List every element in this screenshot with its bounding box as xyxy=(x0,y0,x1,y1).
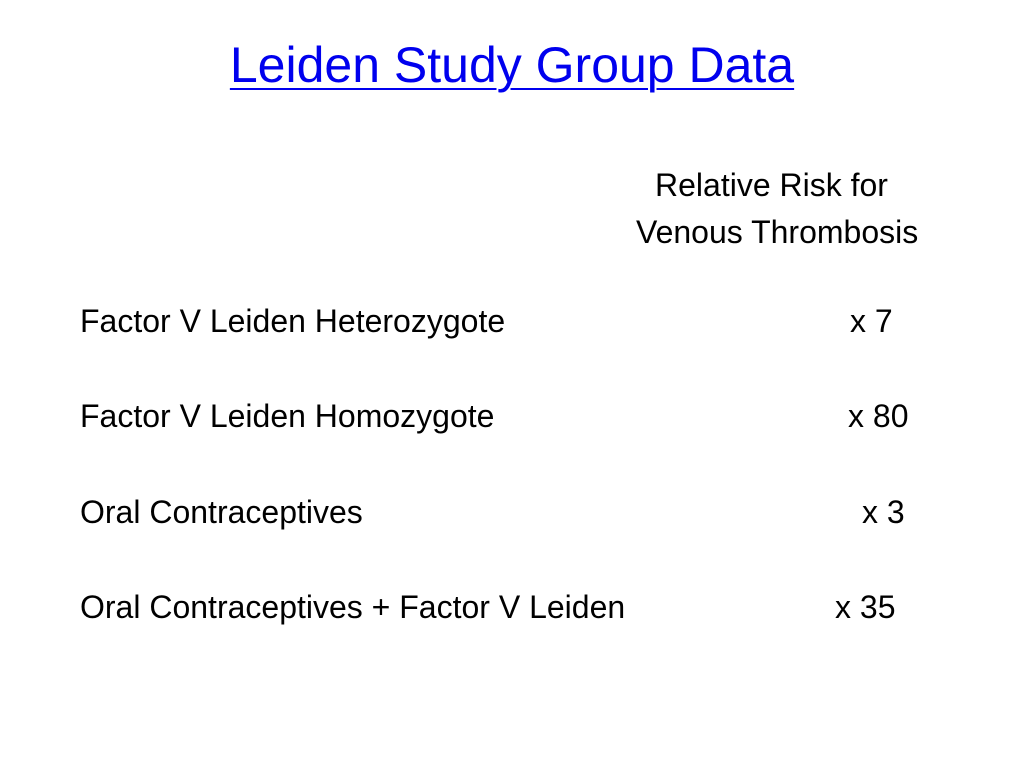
row-value-homozygote: x 80 xyxy=(848,398,909,434)
row-label-oral-contraceptives-factor-v: Oral Contraceptives + Factor V Leiden xyxy=(80,589,626,625)
row-label-oral-contraceptives: Oral Contraceptives xyxy=(80,494,363,530)
slide-title[interactable]: Leiden Study Group Data xyxy=(229,37,795,93)
column-header-line-1: Relative Risk for xyxy=(655,167,888,203)
column-header-line-2: Venous Thrombosis xyxy=(636,214,919,250)
row-value-oral-contraceptives-factor-v: x 35 xyxy=(835,589,896,625)
row-value-heterozygote: x 7 xyxy=(850,303,893,339)
row-label-heterozygote: Factor V Leiden Heterozygote xyxy=(80,303,506,339)
row-label-homozygote: Factor V Leiden Homozygote xyxy=(80,398,495,434)
row-value-oral-contraceptives: x 3 xyxy=(862,494,905,530)
